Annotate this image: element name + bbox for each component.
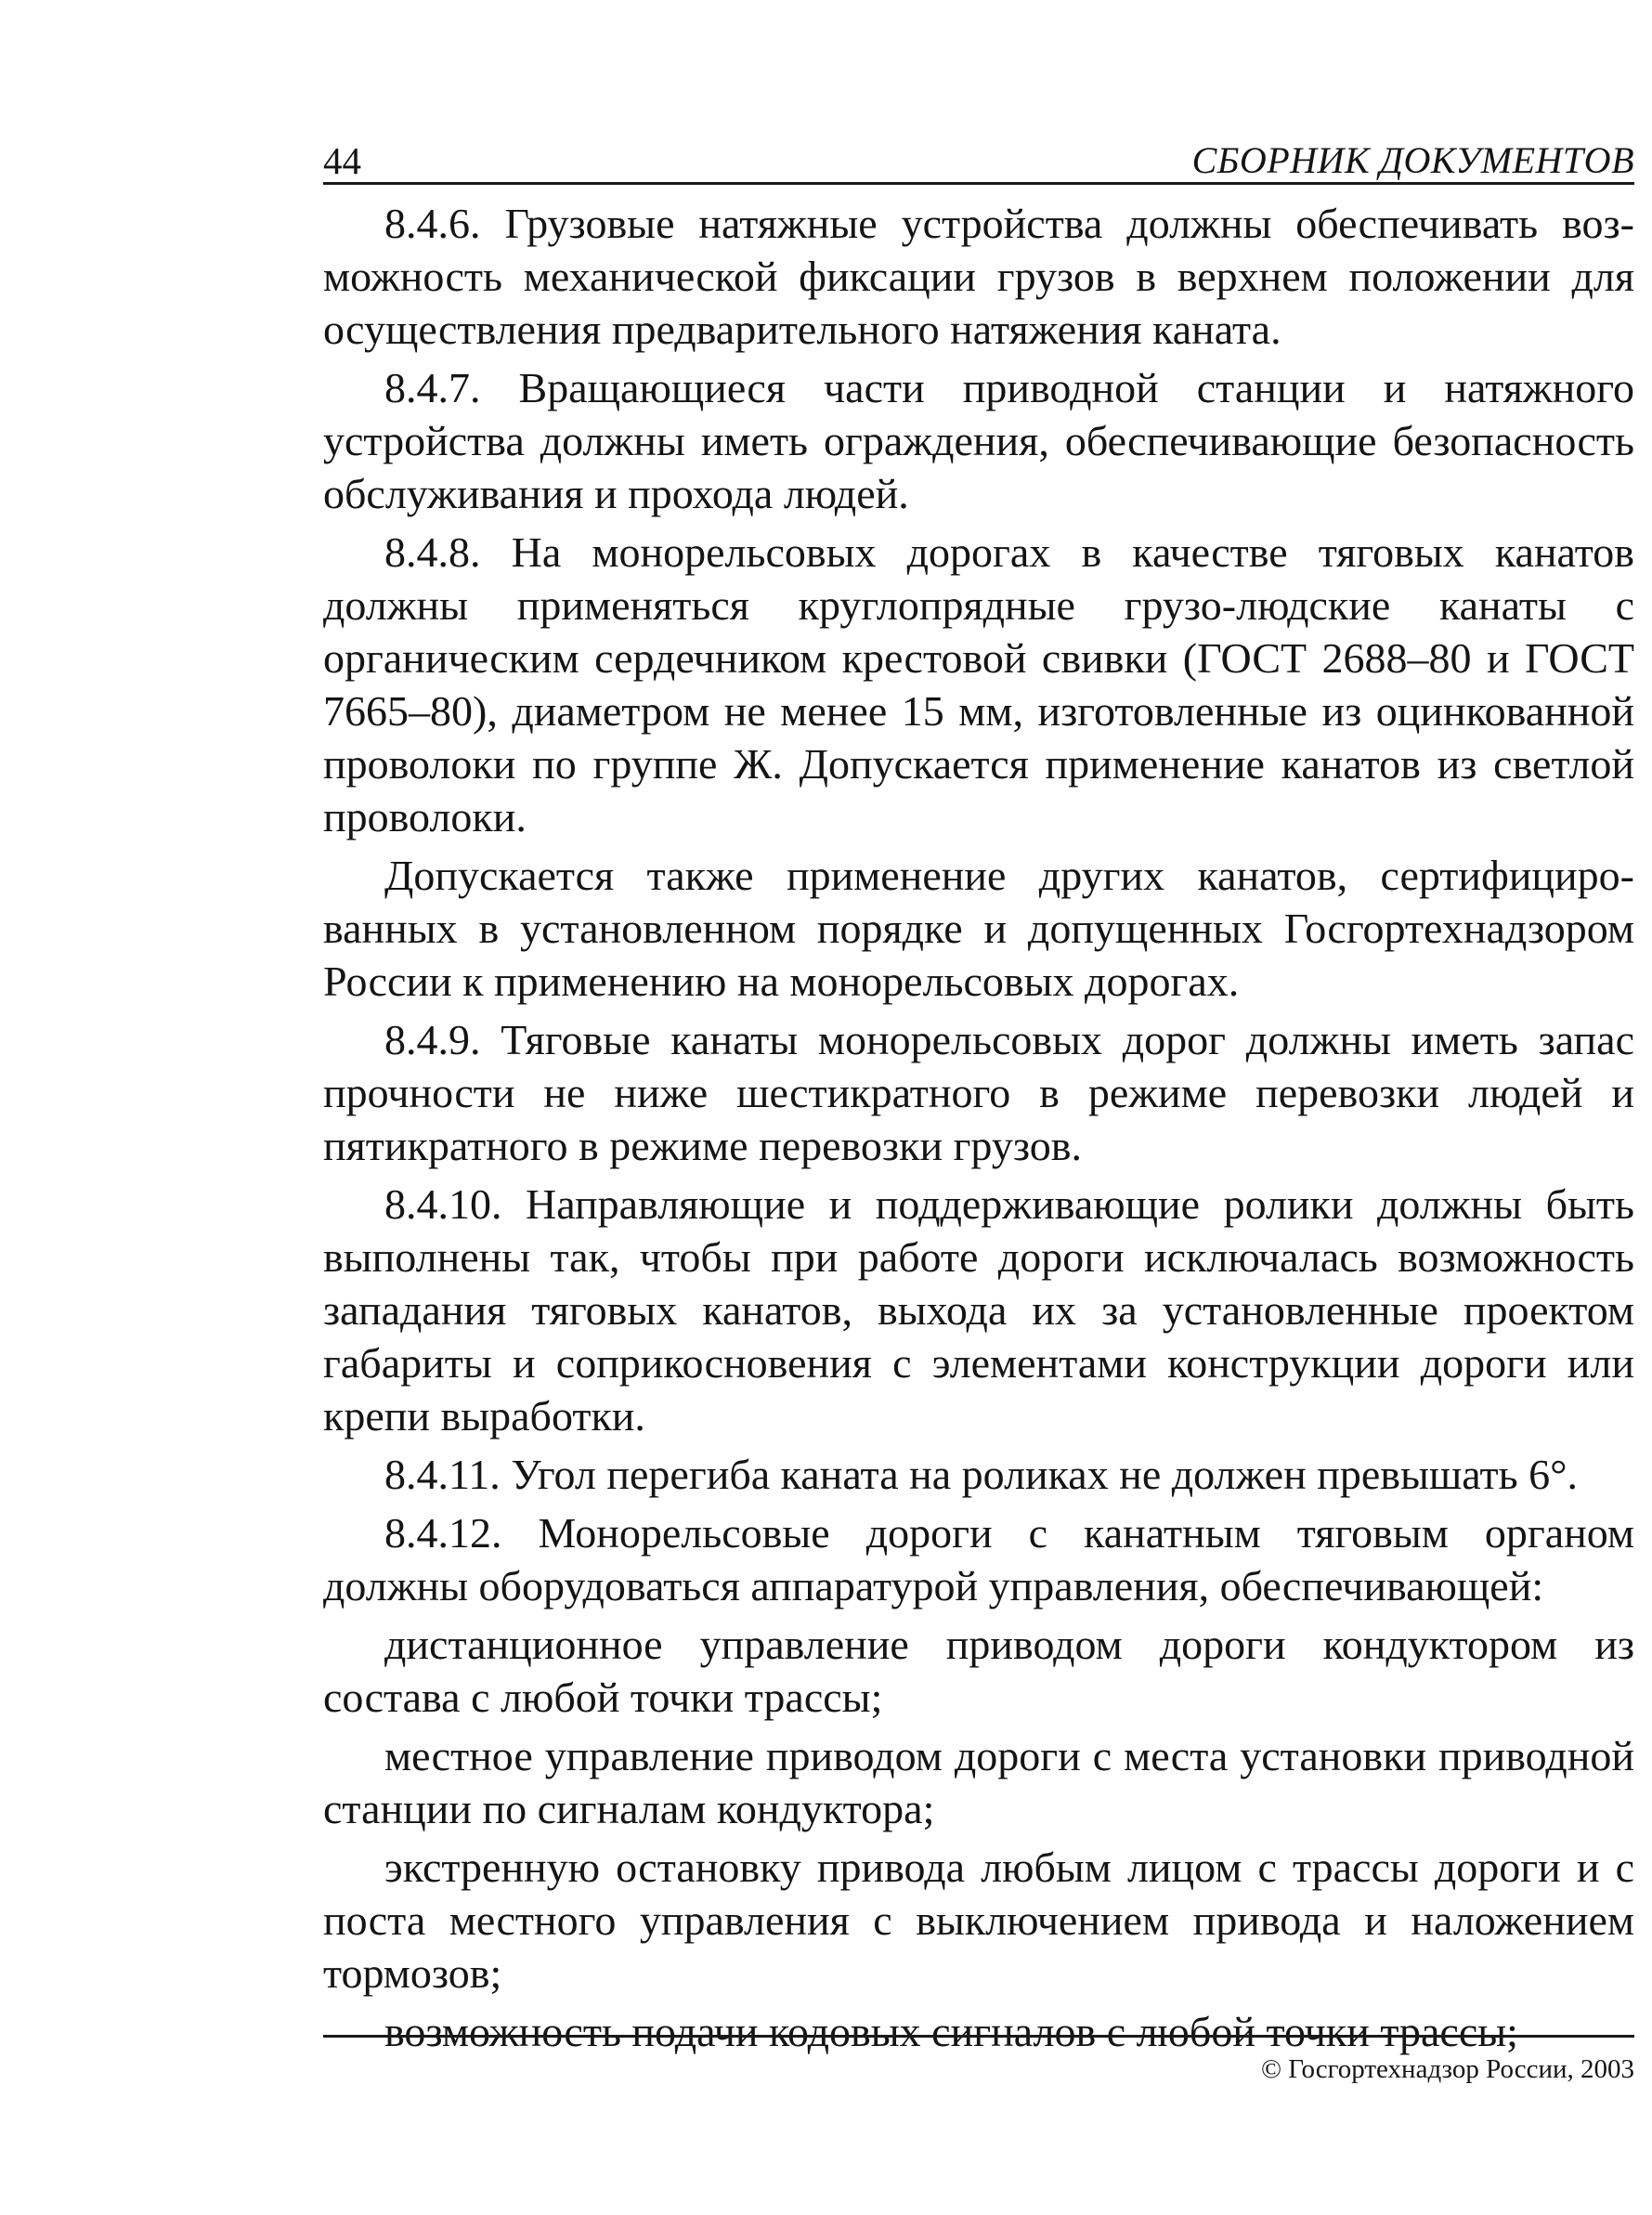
footer-copyright: © Госгортехнадзор России, 2003 (1261, 2054, 1634, 2084)
page-number: 44 (323, 139, 361, 182)
document-body (323, 197, 1634, 2064)
paragraph-8-4-10: 8.4.10. Направляющие и поддерживающие ролики должны быть выполнены так, чтобы при работе дороги исключалась возможность западания тяговых канатов, выхода их за установленные проектом габариты и соприкосновения с элементами конструкции дороги или крепи выработки. (323, 1180, 1634, 1440)
paragraph-8-4-12: 8.4.12. Монорельсовые дороги с канатным тяговым органом должны оборудоваться аппаратурой управления, обеспечивающей: (323, 1509, 1634, 1609)
list-item-local-control: местное управление приводом дороги с места установки приводной станции по сигналам кондуктора; (323, 1732, 1634, 1832)
paragraph-8-4-11: 8.4.11. Угол перегиба каната на роликах не должен превышать 6°. (384, 1451, 1578, 1498)
paragraph-8-4-9: 8.4.9. Тяговые канаты монорельсовых дорог должны иметь запас прочности не ниже шестикратного в режиме перевозки людей и пятикратного в режиме перевозки грузов. (323, 1016, 1634, 1169)
paragraph-8-4-6: 8.4.6. Грузовые натяжные устройства должны обеспечивать возможность механической фиксации грузов в верхнем положении для осуществления предварительного натяжения каната. (323, 200, 1634, 353)
list-item-remote-control: дистанционное управление приводом дороги кондуктором из состава с любой точки трассы; (323, 1621, 1634, 1721)
list-item-code-signals: возможность подачи кодовых сигналов с любой точки трассы; (384, 2008, 1518, 2055)
paragraph-8-4-8-addendum: Допускается также применение других канатов, сертифицированных в установленном порядке и допущенных Госгортехнадзором России к применению на монорельсовых дорогах. (323, 852, 1634, 1005)
running-title: СБОРНИК ДОКУМЕНТОВ (1191, 139, 1634, 181)
paragraph-8-4-8: 8.4.8. На монорельсовых дорогах в качестве тяговых канатов должны применяться круглопрядные грузо-людские канаты с органическим сердечником крестовой свивки (ГОСТ 2688–80 и ГОСТ 7665–80), диаметром не менее 15 мм, изготовленные из оцинкованной проволоки по группе Ж. Допускается применение канатов из светлой проволоки. (323, 528, 1634, 840)
paragraph-8-4-7: 8.4.7. Вращающиеся части приводной станции и натяжного устройства должны иметь ограждения, обеспечивающие безопасность обслуживания и прохода людей. (323, 364, 1634, 517)
list-item-emergency-stop: экстренную остановку привода любым лицом с трассы дороги и с поста местного управления с выключением привода и наложением тормозов; (323, 1844, 1634, 1997)
page-header (323, 137, 1634, 185)
footer-divider (323, 2035, 1634, 2038)
